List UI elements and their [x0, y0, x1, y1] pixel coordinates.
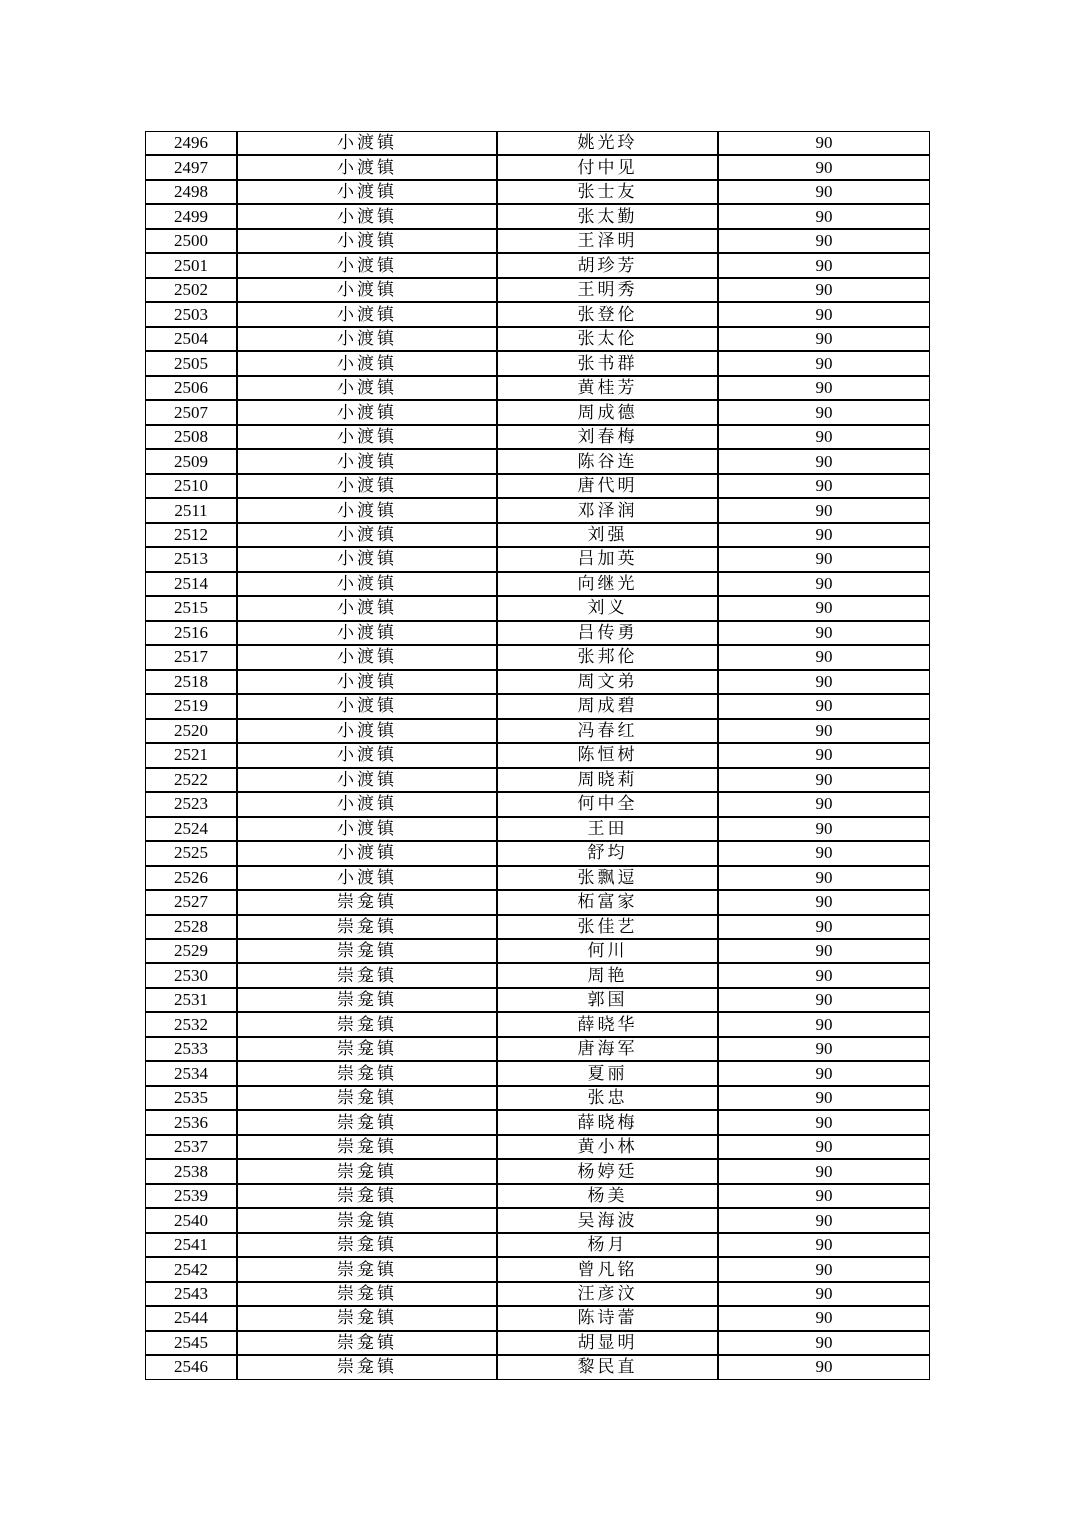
cell-town: 小渡镇 — [237, 474, 497, 498]
cell-town: 小渡镇 — [237, 204, 497, 228]
cell-score: 90 — [718, 180, 930, 204]
cell-town: 小渡镇 — [237, 719, 497, 743]
cell-score: 90 — [718, 1061, 930, 1085]
cell-town: 崇龛镇 — [237, 1257, 497, 1281]
cell-name: 黄桂芳 — [497, 376, 718, 400]
cell-town: 小渡镇 — [237, 131, 497, 155]
cell-seq: 2511 — [145, 498, 237, 522]
cell-name: 吴海波 — [497, 1208, 718, 1232]
cell-score: 90 — [718, 670, 930, 694]
cell-score: 90 — [718, 1233, 930, 1257]
table-row — [145, 229, 930, 253]
cell-town: 崇龛镇 — [237, 890, 497, 914]
cell-seq: 2516 — [145, 621, 237, 645]
cell-seq: 2502 — [145, 278, 237, 302]
cell-score: 90 — [718, 1135, 930, 1159]
cell-score: 90 — [718, 1355, 930, 1379]
table-row — [145, 915, 930, 939]
cell-name: 胡珍芳 — [497, 253, 718, 277]
cell-town: 小渡镇 — [237, 400, 497, 424]
cell-seq: 2518 — [145, 670, 237, 694]
cell-town: 小渡镇 — [237, 645, 497, 669]
cell-name: 张忠 — [497, 1086, 718, 1110]
cell-seq: 2540 — [145, 1208, 237, 1232]
table-row — [145, 719, 930, 743]
cell-name: 姚光玲 — [497, 131, 718, 155]
cell-seq: 2519 — [145, 694, 237, 718]
cell-seq: 2514 — [145, 572, 237, 596]
cell-seq: 2537 — [145, 1135, 237, 1159]
cell-score: 90 — [718, 425, 930, 449]
cell-name: 张太勤 — [497, 204, 718, 228]
table-row — [145, 963, 930, 987]
cell-name: 曾凡铭 — [497, 1257, 718, 1281]
cell-town: 崇龛镇 — [237, 915, 497, 939]
cell-score: 90 — [718, 523, 930, 547]
cell-seq: 2501 — [145, 253, 237, 277]
cell-score: 90 — [718, 327, 930, 351]
cell-score: 90 — [718, 1184, 930, 1208]
cell-seq: 2533 — [145, 1037, 237, 1061]
cell-score: 90 — [718, 1037, 930, 1061]
cell-town: 崇龛镇 — [237, 1208, 497, 1232]
table-row — [145, 131, 930, 155]
cell-town: 小渡镇 — [237, 596, 497, 620]
cell-town: 小渡镇 — [237, 278, 497, 302]
table-row — [145, 1037, 930, 1061]
cell-name: 王泽明 — [497, 229, 718, 253]
cell-seq: 2496 — [145, 131, 237, 155]
cell-score: 90 — [718, 939, 930, 963]
cell-name: 张登伦 — [497, 302, 718, 326]
cell-score: 90 — [718, 915, 930, 939]
cell-town: 小渡镇 — [237, 694, 497, 718]
cell-score: 90 — [718, 890, 930, 914]
cell-name: 黎民直 — [497, 1355, 718, 1379]
table-row — [145, 988, 930, 1012]
cell-town: 小渡镇 — [237, 621, 497, 645]
cell-name: 刘强 — [497, 523, 718, 547]
cell-town: 崇龛镇 — [237, 1012, 497, 1036]
cell-score: 90 — [718, 743, 930, 767]
cell-name: 郭国 — [497, 988, 718, 1012]
cell-name: 张太伦 — [497, 327, 718, 351]
table-row — [145, 351, 930, 375]
table-row — [145, 572, 930, 596]
cell-score: 90 — [718, 376, 930, 400]
table-row — [145, 155, 930, 179]
table-row — [145, 253, 930, 277]
table-row — [145, 743, 930, 767]
cell-seq: 2527 — [145, 890, 237, 914]
cell-town: 小渡镇 — [237, 792, 497, 816]
cell-seq: 2532 — [145, 1012, 237, 1036]
cell-town: 小渡镇 — [237, 229, 497, 253]
table-row — [145, 474, 930, 498]
cell-town: 崇龛镇 — [237, 1233, 497, 1257]
cell-town: 崇龛镇 — [237, 1159, 497, 1183]
score-table-body — [145, 131, 930, 1380]
cell-seq: 2529 — [145, 939, 237, 963]
cell-name: 舒均 — [497, 841, 718, 865]
cell-score: 90 — [718, 1110, 930, 1134]
table-row — [145, 498, 930, 522]
table-row — [145, 621, 930, 645]
cell-town: 崇龛镇 — [237, 1037, 497, 1061]
cell-seq: 2513 — [145, 547, 237, 571]
cell-name: 王田 — [497, 817, 718, 841]
cell-seq: 2508 — [145, 425, 237, 449]
cell-score: 90 — [718, 1306, 930, 1330]
cell-town: 小渡镇 — [237, 523, 497, 547]
cell-name: 陈诗蕾 — [497, 1306, 718, 1330]
cell-name: 陈恒树 — [497, 743, 718, 767]
cell-seq: 2536 — [145, 1110, 237, 1134]
cell-name: 陈谷连 — [497, 449, 718, 473]
cell-town: 崇龛镇 — [237, 1086, 497, 1110]
cell-score: 90 — [718, 841, 930, 865]
cell-town: 小渡镇 — [237, 768, 497, 792]
cell-score: 90 — [718, 449, 930, 473]
cell-name: 付中见 — [497, 155, 718, 179]
cell-seq: 2525 — [145, 841, 237, 865]
table-row — [145, 1208, 930, 1232]
cell-seq: 2499 — [145, 204, 237, 228]
cell-score: 90 — [718, 302, 930, 326]
cell-town: 小渡镇 — [237, 572, 497, 596]
cell-name: 杨月 — [497, 1233, 718, 1257]
table-row — [145, 866, 930, 890]
table-row — [145, 1306, 930, 1330]
cell-seq: 2546 — [145, 1355, 237, 1379]
cell-seq: 2500 — [145, 229, 237, 253]
cell-score: 90 — [718, 1282, 930, 1306]
cell-town: 小渡镇 — [237, 425, 497, 449]
cell-name: 薛晓华 — [497, 1012, 718, 1036]
cell-score: 90 — [718, 817, 930, 841]
cell-name: 杨美 — [497, 1184, 718, 1208]
cell-score: 90 — [718, 1331, 930, 1355]
cell-name: 张佳艺 — [497, 915, 718, 939]
cell-town: 崇龛镇 — [237, 1135, 497, 1159]
cell-name: 吕加英 — [497, 547, 718, 571]
cell-score: 90 — [718, 1012, 930, 1036]
cell-name: 何中全 — [497, 792, 718, 816]
cell-seq: 2505 — [145, 351, 237, 375]
cell-town: 崇龛镇 — [237, 1331, 497, 1355]
cell-seq: 2521 — [145, 743, 237, 767]
cell-name: 柘富家 — [497, 890, 718, 914]
cell-score: 90 — [718, 131, 930, 155]
table-row — [145, 1086, 930, 1110]
cell-score: 90 — [718, 694, 930, 718]
cell-town: 崇龛镇 — [237, 988, 497, 1012]
cell-seq: 2524 — [145, 817, 237, 841]
table-row — [145, 841, 930, 865]
cell-name: 周成德 — [497, 400, 718, 424]
table-row — [145, 792, 930, 816]
cell-seq: 2543 — [145, 1282, 237, 1306]
table-row — [145, 1184, 930, 1208]
table-row — [145, 204, 930, 228]
table-row — [145, 547, 930, 571]
cell-town: 小渡镇 — [237, 743, 497, 767]
cell-seq: 2544 — [145, 1306, 237, 1330]
table-row — [145, 768, 930, 792]
cell-name: 薛晓梅 — [497, 1110, 718, 1134]
table-row — [145, 180, 930, 204]
cell-town: 小渡镇 — [237, 302, 497, 326]
cell-town: 小渡镇 — [237, 327, 497, 351]
cell-name: 吕传勇 — [497, 621, 718, 645]
cell-seq: 2528 — [145, 915, 237, 939]
cell-town: 小渡镇 — [237, 866, 497, 890]
cell-seq: 2498 — [145, 180, 237, 204]
cell-name: 刘春梅 — [497, 425, 718, 449]
cell-score: 90 — [718, 645, 930, 669]
cell-seq: 2522 — [145, 768, 237, 792]
cell-town: 崇龛镇 — [237, 939, 497, 963]
cell-name: 张士友 — [497, 180, 718, 204]
cell-town: 崇龛镇 — [237, 1061, 497, 1085]
cell-seq: 2509 — [145, 449, 237, 473]
cell-score: 90 — [718, 229, 930, 253]
cell-score: 90 — [718, 988, 930, 1012]
cell-score: 90 — [718, 596, 930, 620]
cell-town: 崇龛镇 — [237, 1306, 497, 1330]
cell-name: 胡显明 — [497, 1331, 718, 1355]
cell-seq: 2531 — [145, 988, 237, 1012]
table-row — [145, 425, 930, 449]
cell-score: 90 — [718, 498, 930, 522]
cell-score: 90 — [718, 792, 930, 816]
table-row — [145, 449, 930, 473]
cell-town: 小渡镇 — [237, 817, 497, 841]
cell-town: 崇龛镇 — [237, 963, 497, 987]
cell-name: 向继光 — [497, 572, 718, 596]
cell-town: 小渡镇 — [237, 670, 497, 694]
table-row — [145, 523, 930, 547]
cell-seq: 2535 — [145, 1086, 237, 1110]
cell-name: 何川 — [497, 939, 718, 963]
cell-score: 90 — [718, 1257, 930, 1281]
cell-score: 90 — [718, 866, 930, 890]
cell-name: 唐海军 — [497, 1037, 718, 1061]
cell-score: 90 — [718, 155, 930, 179]
cell-score: 90 — [718, 768, 930, 792]
cell-name: 王明秀 — [497, 278, 718, 302]
cell-seq: 2515 — [145, 596, 237, 620]
cell-name: 刘义 — [497, 596, 718, 620]
cell-town: 小渡镇 — [237, 376, 497, 400]
cell-score: 90 — [718, 474, 930, 498]
table-row — [145, 939, 930, 963]
cell-seq: 2520 — [145, 719, 237, 743]
cell-score: 90 — [718, 1159, 930, 1183]
table-row — [145, 400, 930, 424]
cell-town: 小渡镇 — [237, 841, 497, 865]
table-row — [145, 1355, 930, 1379]
table-row — [145, 327, 930, 351]
cell-town: 崇龛镇 — [237, 1110, 497, 1134]
table-row — [145, 1012, 930, 1036]
cell-seq: 2510 — [145, 474, 237, 498]
table-row — [145, 1331, 930, 1355]
cell-score: 90 — [718, 253, 930, 277]
table-row — [145, 1110, 930, 1134]
table-row — [145, 645, 930, 669]
cell-name: 张邦伦 — [497, 645, 718, 669]
cell-name: 汪彦汶 — [497, 1282, 718, 1306]
cell-score: 90 — [718, 719, 930, 743]
cell-town: 小渡镇 — [237, 155, 497, 179]
cell-seq: 2534 — [145, 1061, 237, 1085]
cell-seq: 2530 — [145, 963, 237, 987]
cell-score: 90 — [718, 1086, 930, 1110]
table-row — [145, 694, 930, 718]
cell-town: 小渡镇 — [237, 351, 497, 375]
cell-seq: 2541 — [145, 1233, 237, 1257]
score-table — [145, 131, 930, 1380]
cell-name: 冯春红 — [497, 719, 718, 743]
cell-score: 90 — [718, 1208, 930, 1232]
table-row — [145, 1257, 930, 1281]
cell-town: 崇龛镇 — [237, 1355, 497, 1379]
table-row — [145, 278, 930, 302]
cell-seq: 2538 — [145, 1159, 237, 1183]
cell-seq: 2506 — [145, 376, 237, 400]
cell-score: 90 — [718, 572, 930, 596]
cell-score: 90 — [718, 400, 930, 424]
cell-name: 夏丽 — [497, 1061, 718, 1085]
cell-score: 90 — [718, 351, 930, 375]
table-row — [145, 1282, 930, 1306]
cell-score: 90 — [718, 547, 930, 571]
cell-name: 张飘逗 — [497, 866, 718, 890]
cell-town: 小渡镇 — [237, 547, 497, 571]
table-row — [145, 670, 930, 694]
cell-town: 小渡镇 — [237, 253, 497, 277]
table-row — [145, 1159, 930, 1183]
cell-seq: 2497 — [145, 155, 237, 179]
table-row — [145, 1061, 930, 1085]
cell-name: 张书群 — [497, 351, 718, 375]
cell-town: 崇龛镇 — [237, 1184, 497, 1208]
cell-town: 小渡镇 — [237, 180, 497, 204]
table-row — [145, 817, 930, 841]
cell-town: 小渡镇 — [237, 449, 497, 473]
table-row — [145, 376, 930, 400]
cell-score: 90 — [718, 621, 930, 645]
cell-town: 崇龛镇 — [237, 1282, 497, 1306]
cell-name: 黄小林 — [497, 1135, 718, 1159]
cell-town: 小渡镇 — [237, 498, 497, 522]
cell-seq: 2542 — [145, 1257, 237, 1281]
cell-score: 90 — [718, 963, 930, 987]
table-row — [145, 1135, 930, 1159]
cell-name: 周成碧 — [497, 694, 718, 718]
cell-name: 杨婷廷 — [497, 1159, 718, 1183]
cell-name: 周晓莉 — [497, 768, 718, 792]
cell-seq: 2503 — [145, 302, 237, 326]
table-row — [145, 890, 930, 914]
cell-seq: 2504 — [145, 327, 237, 351]
cell-name: 周艳 — [497, 963, 718, 987]
cell-name: 周文弟 — [497, 670, 718, 694]
cell-seq: 2517 — [145, 645, 237, 669]
cell-score: 90 — [718, 204, 930, 228]
cell-seq: 2539 — [145, 1184, 237, 1208]
cell-seq: 2526 — [145, 866, 237, 890]
cell-seq: 2545 — [145, 1331, 237, 1355]
cell-seq: 2512 — [145, 523, 237, 547]
table-row — [145, 596, 930, 620]
cell-name: 唐代明 — [497, 474, 718, 498]
table-row — [145, 302, 930, 326]
table-row — [145, 1233, 930, 1257]
cell-seq: 2523 — [145, 792, 237, 816]
cell-score: 90 — [718, 278, 930, 302]
cell-name: 邓泽润 — [497, 498, 718, 522]
cell-seq: 2507 — [145, 400, 237, 424]
